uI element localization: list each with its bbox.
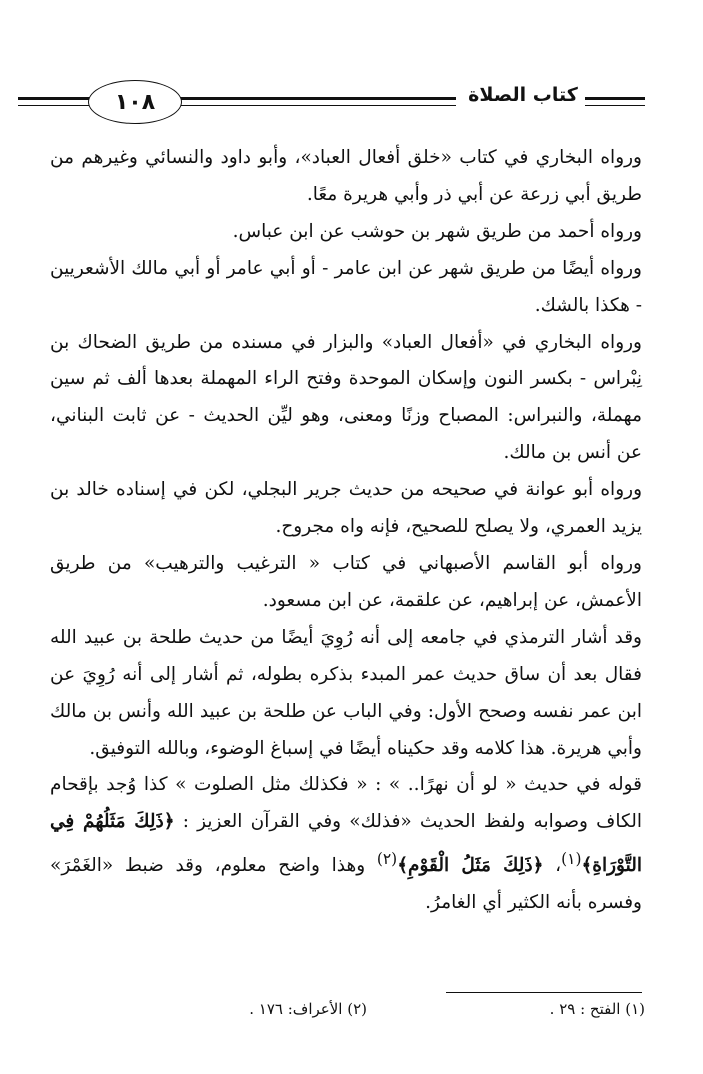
page-header bbox=[18, 80, 688, 130]
quran-verse: ﴿ذَلِكَ مَثَلُهُمْ فِي التَّوْرَاةِ﴾ bbox=[50, 811, 642, 877]
paragraph: ورواه أبو عوانة في صحيحه من حديث جرير البجلي، لكن في إسناده خالد بن يزيد العمري، ولا يصلح للصحيح، فإنه واه مجروح. bbox=[50, 479, 642, 538]
paragraph: وقد أشار الترمذي في جامعه إلى أنه رُوِيَ أيضًا من حديث طلحة بن عبيد الله فقال بعد أن ساق حديث عمر المبدء بذكره بطوله، ثم أشار إلى أنه رُوِيَ عن ابن عمر نفسه وصحح الأول: وفي الباب عن طلحة بن عبيد الله وأنس بن مالك وأبي هريرة. هذا كلامه وقد حكيناه أيضًا في إسباغ الوضوء، وبالله التوفيق. bbox=[50, 626, 642, 759]
paragraph: ورواه أحمد من طريق شهر بن حوشب عن ابن عباس. bbox=[232, 220, 642, 242]
paragraph: ورواه أيضًا من طريق شهر عن ابن عامر - أو أبي عامر أو أبي مالك الأشعريين - هكذا بالشك. bbox=[50, 257, 642, 316]
footnote-2: (٢) الأعراف: ١٧٦ . bbox=[249, 1000, 367, 1018]
running-title: كتاب الصلاة bbox=[468, 84, 578, 106]
paragraph-text: قوله في حديث « لو أن نهرًا.. » : « فكذلك مثل الصلوت » كذا وُجد بإقحام الكاف وصوابه ولفظ الحديث «فذلك» وفي القرآن العزيز : bbox=[50, 774, 642, 833]
footnote-1: (١) الفتح : ٢٩ . bbox=[549, 1000, 645, 1018]
header-rule-left-thin bbox=[18, 105, 98, 106]
header-rule-middle-thin bbox=[176, 105, 456, 106]
quran-verse: ﴿ذَلِكَ مَثَلُ الْقَوْمِ﴾ bbox=[397, 855, 544, 877]
footnotes bbox=[50, 1000, 645, 1030]
paragraph-text: ، bbox=[555, 855, 562, 877]
page-body bbox=[50, 140, 642, 922]
paragraph-with-quran bbox=[50, 767, 642, 922]
header-rule-right-thick bbox=[585, 97, 645, 100]
footnote-ref: (٢) bbox=[376, 850, 398, 869]
header-rule-right-thin bbox=[585, 105, 645, 106]
paragraph-text: وهذا واضح معلوم، وقد ضبط «الغَمْرَ» وفسره بأنه الكثير أي الغامرُ. bbox=[50, 855, 642, 914]
header-rule-left-thick bbox=[18, 97, 98, 100]
page-number: ١٠٨ bbox=[88, 80, 182, 124]
paragraph: ورواه البخاري في «أفعال العباد» والبزار في مسنده من طريق الضحاك بن نِبْراس - بكسر النون وإسكان الموحدة وفتح الراء المهملة بعدها ألف ثم سين مهملة، والنبراس: المصباح وزنًا ومعنى، وهو ليِّن الحديث - عن ثابت البناني، عن أنس بن مالك. bbox=[50, 331, 642, 464]
footnote-separator bbox=[446, 992, 642, 993]
footnote-ref: (١) bbox=[561, 850, 582, 869]
paragraph: ورواه أبو القاسم الأصبهاني في كتاب « الترغيب والترهيب» من طريق الأعمش، عن إبراهيم، عن علقمة، عن ابن مسعود. bbox=[50, 552, 642, 611]
paragraph: ورواه البخاري في كتاب «خلق أفعال العباد»، وأبو داود والنسائي وغيرهم من طريق أبي زرعة عن أبي ذر وأبي هريرة معًا. bbox=[50, 147, 642, 205]
header-rule-middle-thick bbox=[176, 97, 456, 100]
